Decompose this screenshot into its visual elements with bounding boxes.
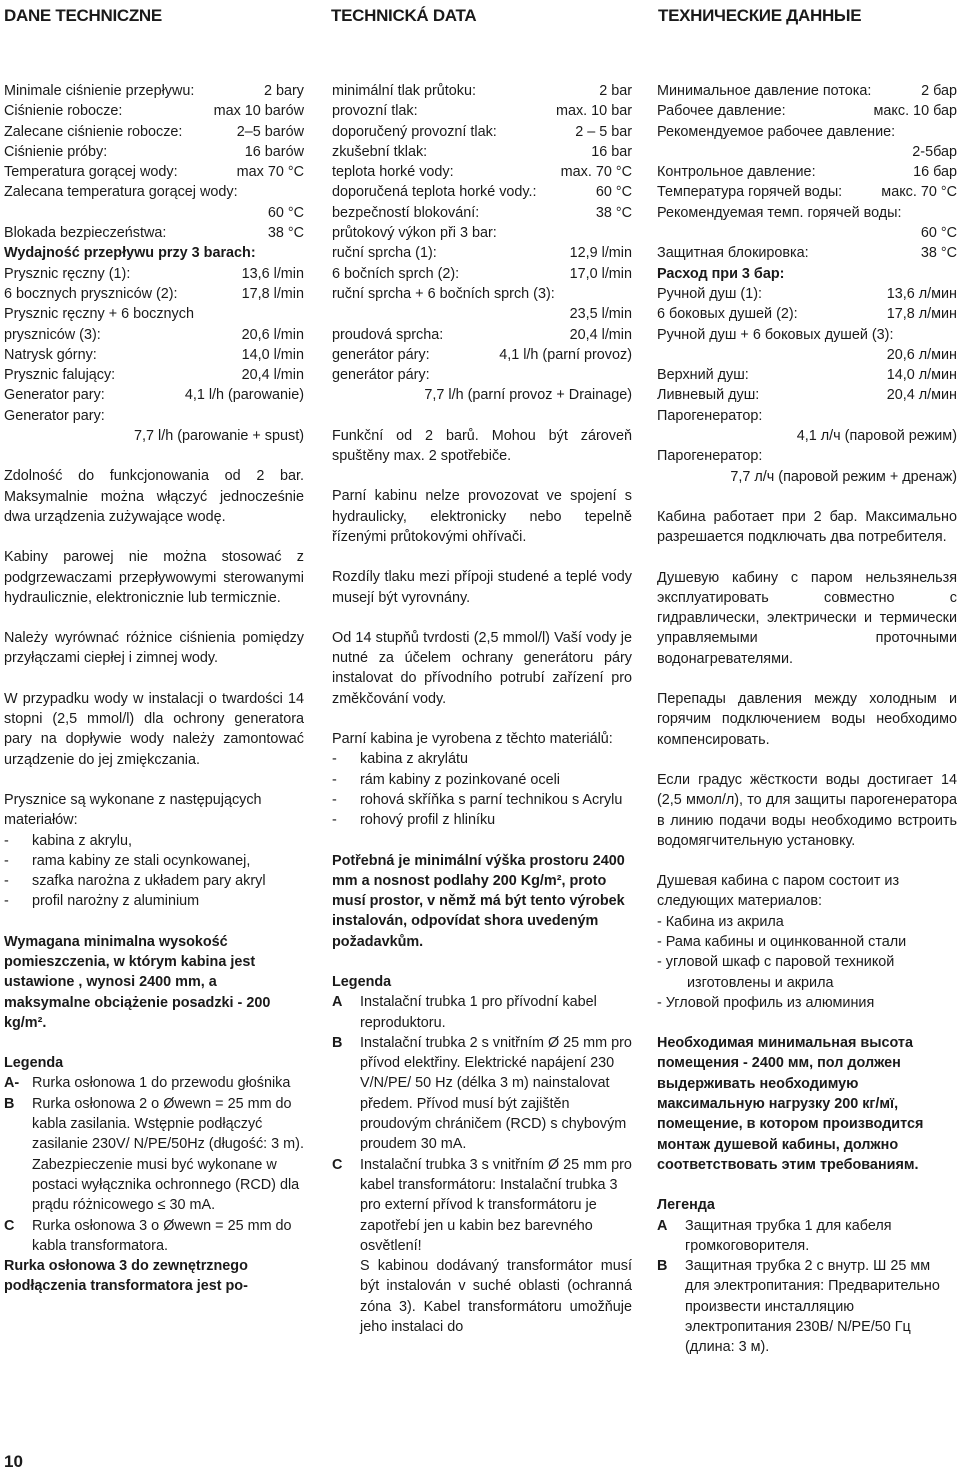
page-number: 10 [4,1452,23,1471]
flow-label: ruční sprcha + 6 bočních sprch (3): [332,285,555,302]
list-item: - rohová skříňka s parní technikou s Acrylu [332,791,623,808]
flow-row: proudová sprcha: 20,4 l/min [332,326,632,343]
flow-row: Natrysk górny: 14,0 l/min [4,346,304,363]
list-item: - rám kabiny z pozinkované oceli [332,771,560,788]
header-title-pl: DANE TECHNICZNE [4,6,162,25]
materials-intro: Prysznice są wykonane z następujących materiałów: [4,791,262,829]
requirements-note: Potřebná je minimální výška prostoru 2400 mm a nosnost podlahy 200 Kg/m², proto musí prostor, v němž má být tento výrobek instalován, odpovídat shora uvedeným požadavkům. [332,852,625,950]
spec-row: Ciśnienie próby: 16 barów [4,143,304,160]
flow-row: Ручной душ (1): 13,6 л/мин [657,285,957,302]
spec-row: provozní tlak: max. 10 bar [332,103,632,120]
spec-row: Minimale ciśnienie przepływu: 2 bary [4,83,304,99]
flow-label: Prysznic ręczny + 6 bocznych [4,306,194,323]
paragraph: W przypadku wody w instalacji o twardości 14 stopni (2,5 mmol/l) dla ochrony generatora pary na dopływie wody należy zamontować urządzenie do jej zmiękczania. [4,690,304,768]
spec-row: Рабочее давление: макс. 10 бар [657,103,957,120]
page-header [0,0,960,34]
spec-label: Zalecana temperatura gorącej wody: [4,184,238,201]
paragraph: Funkční od 2 barů. Mohou být zároveň spuštěny max. 2 spotřebiče. [332,427,632,465]
flow-row: Prysznic falujący: 20,4 l/min [4,367,304,384]
requirements-note: Wymagana minimalna wysokość pomieszczenia, w którym kabina jest ustawione , wynosi 2400 mm, a maksymalne obciążenie posadzki - 200 kg/m². [4,933,271,1031]
paragraph: Кабина работает при 2 бар. Максимально разрешается подключать два потребителя. [657,508,957,546]
flow-row: Ливневый душ: 20,4 л/мин [657,387,957,404]
list-item: - kabina z akrylu, [4,832,132,849]
spec-row: Ciśnienie robocze: max 10 barów [4,103,304,120]
spec-row: Температура горячей воды: макс. 70 °C [657,184,957,201]
spec-row: teplota horké vody: max. 70 °C [332,164,632,181]
spec-value: 2-5бар [912,143,957,160]
requirements-note: Необходимая минимальная высота помещения - 2400 мм, пол должен выдерживать необходимую максимальную нагрузку 200 кг/мї, помещение, в котором производится монтаж душевой кабины, должно соответствовать этим требованиям. [657,1035,924,1173]
paragraph: Zdolność do funkcjonowania od 2 bar. Maksymalnie można włączyć jednocześnie dwa urządzenia zużywające wodę. [4,468,304,525]
flow-label: Ручной душ + 6 боковых душей (3): [657,326,894,343]
legend-item: B Защитная трубка 2 с внутр. Ш 25 мм для электропитания: Предварительно произвести инсталляцию электропитания 230В/ N/PE/50 Гц (длина: 3 м). [657,1258,940,1356]
flow-row: Prysznic ręczny (1): 13,6 l/min [4,265,304,282]
legend-title: Legenda [4,1055,64,1072]
legend-note: S kabinou dodávaný transformátor musí být instalován v suché oblasti (ochranná zóna 3). Kabel transformátoru umožňuje jeho instalaci do [360,1258,632,1336]
flow-value: 23,5 l/min [569,306,632,323]
list-item: - rama kabiny ze stali ocynkowanej, [4,852,251,869]
legend-item: A Защитная трубка 1 для кабеля громкоговорителя. [657,1217,892,1254]
column-ru [657,81,957,1358]
legend-title: Legenda [332,973,392,990]
legend-title: Легенда [657,1197,715,1214]
list-item: - Угловой профиль из алюминия [657,994,875,1011]
list-item: - kabina z akrylátu [332,751,468,768]
flow-row: 6 bocznych pryszniców (2): 17,8 l/min [4,285,304,302]
list-item: - Кабина из акрила [657,913,784,930]
flow-title: průtokový výkon při 3 bar: [332,225,497,242]
flow-title: Wydajność przepływu przy 3 barach: [4,245,256,262]
steam-label: Generator pary: [4,407,105,424]
spec-value: 60 °C [920,225,957,242]
spec-row: Минимальное давление потока: 2 бар [657,83,957,99]
paragraph: Rozdíly tlaku mezi přípoji studené a teplé vody musejí být vyrovnány. [332,569,632,606]
flow-row: ruční sprcha (1): 12,9 l/min [332,245,632,262]
flow-row: pryszniców (3): 20,6 l/min [4,326,304,343]
paragraph: Если градус жёсткости воды достигает 14 (2,5 ммол/л), то для защиты парогенератора в линию подачи воды необходимо встроить водомягчительную установку. [657,771,957,849]
steam-label: Парогенератор: [657,448,763,465]
header-title-cs: TECHNICKÁ DATA [331,6,477,25]
list-item: - Рама кабины и оцинкованной стали [657,933,907,950]
list-item: - угловой шкаф с паровой техникой [657,954,895,971]
steam-label: generátor páry: [332,367,430,384]
spec-row: zkušební tklak: 16 bar [332,143,632,160]
spec-label: Рекомендуемое рабочее давление: [657,123,896,140]
flow-title: Расход при 3 бар: [657,265,785,282]
column-cs [332,81,632,1337]
header-title-ru: ТЕХНИЧЕСКИЕ ДАННЫЕ [658,6,862,25]
list-item: - profil narożny z aluminium [4,893,200,910]
steam-value: 7,7 l/h (parní provoz + Drainage) [424,387,632,404]
legend-item: C Rurka osłonowa 3 o Øwewn = 25 mm do kabla transformatora. [4,1217,292,1254]
legend-item: A- Rurka osłonowa 1 do przewodu głośnika [4,1075,291,1092]
legend-item: B Instalační trubka 2 s vnitřním Ø 25 mm pro přívod elektřiny. Elektrické napájení 230 V/N/PE/ 50 Hz (délka 3 m) nainstalovat předem. Přívod musí být zajištěn proudovým chráničem (RCD) s chybovým proudem 30 mA. [332,1034,632,1153]
legend-item: A Instalační trubka 1 pro přívodní kabel reproduktoru. [332,994,597,1031]
steam-row: Generator pary: 4,1 l/h (parowanie) [4,387,304,404]
steam-row: generátor páry: 4,1 l/h (parní provoz) [332,346,632,363]
steam-value: 4,1 л/ч (паровой режим) [796,428,957,445]
legend-item: B Rurka osłonowa 2 o Øwewn = 25 mm do kabla zasilania. Wstępnie podłączyć zasilanie 230V/ N/PE/50Hz (długość: 3 m). Zabezpieczenie musi być wykonane w postaci wyłącznika ochronnego (RCD) dla prądu różnicowego ≤ 30 mA. [4,1095,304,1214]
spec-row: Blokada bezpieczeństwa: 38 °C [4,225,304,242]
steam-value: 7,7 l/h (parowanie + spust) [134,428,304,445]
materials-intro: Parní kabina je vyrobena z těchto materiálů: [332,731,613,748]
spec-value: 60 °C [267,204,304,221]
spec-row: Temperatura gorącej wody: max 70 °C [4,164,304,181]
spec-row: Защитная блокировка: 38 °C [657,245,957,262]
spec-row: doporučený provozní tlak: 2 – 5 bar [332,123,632,140]
paragraph: Kabiny parowej nie można stosować z podgrzewaczami przepływowymi sterowanymi hydraulicznie, elektronicznie lub termicznie. [4,549,304,606]
steam-value: 7,7 л/ч (паровой режим + дренаж) [730,468,957,485]
paragraph: Parní kabinu nelze provozovat ve spojení s hydraulicky, elektronicky nebo tepelně řízenými průtokovými ohřívači. [332,488,632,545]
flow-value: 20,6 л/мин [886,346,957,363]
list-item: - szafka narożna z układem pary akryl [4,873,266,890]
steam-label: Парогенератор: [657,407,763,424]
spec-label: Рекомендуемая темп. горячей воды: [657,204,902,221]
flow-row: Верхний душ: 14,0 л/мин [657,367,957,384]
spec-row: minimální tlak průtoku: 2 bar [332,83,632,99]
column-pl [4,81,304,1297]
spec-row: Zalecane ciśnienie robocze: 2–5 barów [4,123,304,140]
paragraph: Od 14 stupňů tvrdosti (2,5 mmol/l) Vaší vody je nutné za účelem ochrany generátoru páry instalovat do přívodního potrubí zařízení pro změkčování vody. [332,629,632,707]
legend-note: Rurka osłonowa 3 do zewnętrznego podłączenia transformatora jest po- [4,1258,248,1295]
paragraph: Należy wyrównać różnice ciśnienia pomiędzy przyłączami ciepłej i zimnej wody. [4,630,304,667]
spec-row: bezpečností blokování: 38 °C [332,204,632,221]
list-item: - rohový profil z hliníku [332,812,496,829]
spec-row: Контрольное давление: 16 бар [657,164,957,181]
materials-intro: Душевая кабина с паром состоит из следующих материалов: [657,873,900,910]
flow-row: 6 боковых душей (2): 17,8 л/мин [657,306,957,323]
spec-row: doporučená teplota horké vody.: 60 °C [332,184,632,201]
paragraph: Перепады давления между холодным и горячим подключением воды необходимо компенсировать. [657,691,957,748]
paragraph: Душевую кабину с паром нельзянельзя эксплуатировать совместно с гидравлически, электрически и термически управляемыми проточными водонагревателями. [657,569,957,667]
flow-row: 6 bočních sprch (2): 17,0 l/min [332,265,632,282]
legend-item: C Instalační trubka 3 s vnitřním Ø 25 mm pro kabel transformátoru: Instalační trubka 3 pro externí přívod k transformátoru je zapotřebí jen u kabin bez barevného osvětlení! [332,1156,632,1254]
list-item: изготовлены и акрила [687,974,834,991]
